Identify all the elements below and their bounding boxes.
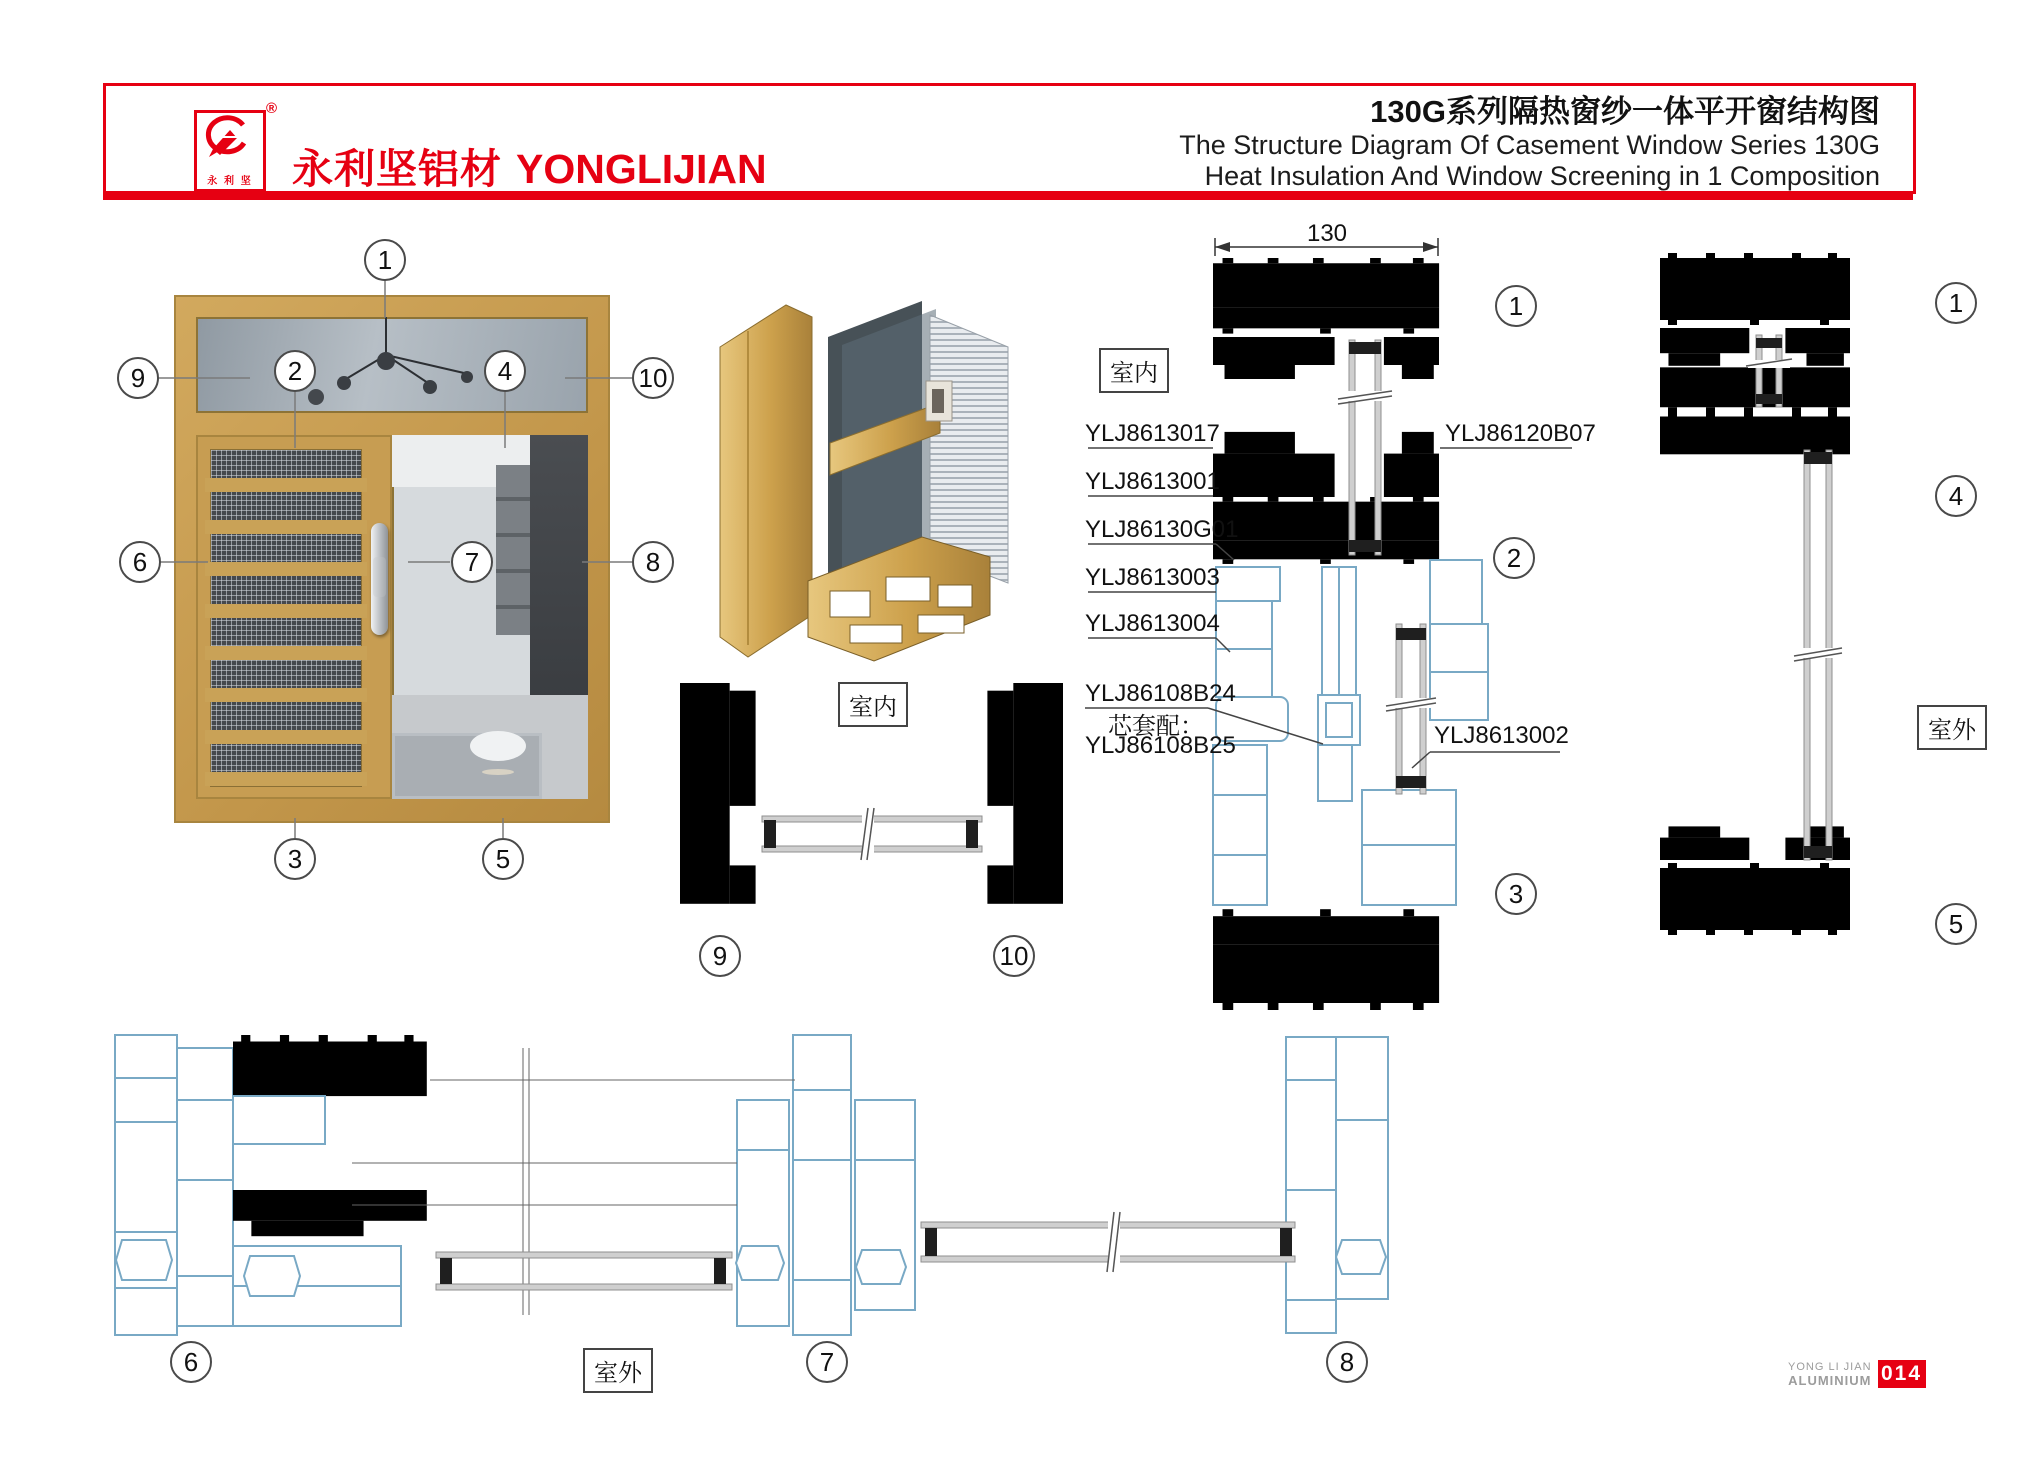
profile-label-ylj8613017: YLJ8613017 bbox=[1085, 420, 1220, 447]
callout-number: 4 bbox=[1948, 480, 1964, 511]
registered-mark: ® bbox=[266, 100, 278, 117]
callout-number: 2 bbox=[287, 355, 303, 386]
outdoor-label-bottom: 室外 bbox=[583, 1348, 653, 1393]
callout-number: 10 bbox=[999, 940, 1029, 971]
callout-number: 8 bbox=[645, 546, 661, 577]
logo-small-text: 永 利 坚 bbox=[207, 176, 253, 187]
callout-1-middle bbox=[1495, 285, 1537, 327]
callout-number: 7 bbox=[464, 546, 480, 577]
profile-label-ylj8613001: YLJ8613001 bbox=[1085, 468, 1220, 495]
dimension-130-text: 130 bbox=[1306, 220, 1348, 247]
callout-7-bottom bbox=[806, 1341, 848, 1383]
callout-4-right bbox=[1935, 475, 1977, 517]
footer-company-line1: YONG LI JIAN bbox=[1788, 1361, 1872, 1373]
callout-3-middle bbox=[1495, 873, 1537, 915]
outdoor-label-right: 室外 bbox=[1917, 705, 1987, 750]
callout-4-window bbox=[484, 350, 526, 392]
callout-number: 3 bbox=[1508, 878, 1524, 909]
callout-6-bottom bbox=[170, 1341, 212, 1383]
section-drawing-right-column bbox=[1660, 253, 1850, 935]
window-callout-leaders bbox=[158, 280, 632, 838]
callout-9-window bbox=[117, 357, 159, 399]
indoor-label-transom: 室内 bbox=[838, 682, 908, 727]
title-english-1: The Structure Diagram Of Casement Window Series 130G bbox=[1179, 130, 1880, 160]
callout-number: 6 bbox=[183, 1346, 199, 1377]
callout-1-window bbox=[364, 239, 406, 281]
callout-number: 4 bbox=[497, 355, 513, 386]
callout-number: 6 bbox=[132, 546, 148, 577]
callout-7-window bbox=[451, 541, 493, 583]
callout-5-window bbox=[482, 838, 524, 880]
profile-label-ylj8613004: YLJ8613004 bbox=[1085, 610, 1220, 637]
callout-number: 9 bbox=[712, 940, 728, 971]
callout-6-window bbox=[119, 541, 161, 583]
callout-9-section bbox=[699, 935, 741, 977]
profile-label-ylj86120b07: YLJ86120B07 bbox=[1445, 420, 1596, 447]
callout-number: 2 bbox=[1506, 542, 1522, 573]
footer-company-line2: ALUMINIUM bbox=[1788, 1373, 1872, 1388]
callout-1-right bbox=[1935, 282, 1977, 324]
callout-2-middle bbox=[1493, 537, 1535, 579]
profile-label-ylj8613002: YLJ8613002 bbox=[1434, 722, 1569, 749]
callout-number: 9 bbox=[130, 362, 146, 393]
brand-name-en: YONGLIJIAN bbox=[516, 146, 767, 192]
callout-number: 8 bbox=[1339, 1346, 1355, 1377]
title-english-2: Heat Insulation And Window Screening in 1 Composition bbox=[1204, 161, 1880, 191]
callout-8-bottom bbox=[1326, 1341, 1368, 1383]
callout-number: 5 bbox=[1948, 908, 1964, 939]
callout-8-window bbox=[632, 541, 674, 583]
page-footer bbox=[1788, 1360, 1926, 1388]
profile-label-ylj86108b24: YLJ86108B24 bbox=[1085, 680, 1236, 707]
indoor-label-middle: 室内 bbox=[1099, 348, 1169, 393]
callout-10-section bbox=[993, 935, 1035, 977]
glazing-transom bbox=[762, 808, 982, 860]
callout-number: 1 bbox=[1508, 290, 1524, 321]
callout-5-right bbox=[1935, 903, 1977, 945]
title-chinese: 130G系列隔热窗纱一体平开窗结构图 bbox=[1370, 94, 1880, 129]
callout-number: 1 bbox=[377, 244, 393, 275]
page-number-badge: 014 bbox=[1878, 1360, 1926, 1388]
profile-label-ylj86108b25: YLJ86108B25 bbox=[1085, 732, 1236, 759]
callout-10-window bbox=[632, 357, 674, 399]
callout-number: 10 bbox=[638, 362, 668, 393]
callout-3-window bbox=[274, 838, 316, 880]
callout-number: 7 bbox=[819, 1346, 835, 1377]
callout-2-window bbox=[274, 350, 316, 392]
brand-name-cn: 永利坚铝材 bbox=[292, 146, 502, 192]
core-sleeve-label: 芯套配： bbox=[1108, 713, 1204, 740]
callout-number: 5 bbox=[495, 843, 511, 874]
profile-label-ylj8613003: YLJ8613003 bbox=[1085, 564, 1220, 591]
footer-company bbox=[1788, 1361, 1872, 1387]
profile-label-ylj86130g01: YLJ86130G01 bbox=[1085, 516, 1239, 543]
callout-number: 1 bbox=[1948, 287, 1964, 318]
callout-number: 3 bbox=[287, 843, 303, 874]
